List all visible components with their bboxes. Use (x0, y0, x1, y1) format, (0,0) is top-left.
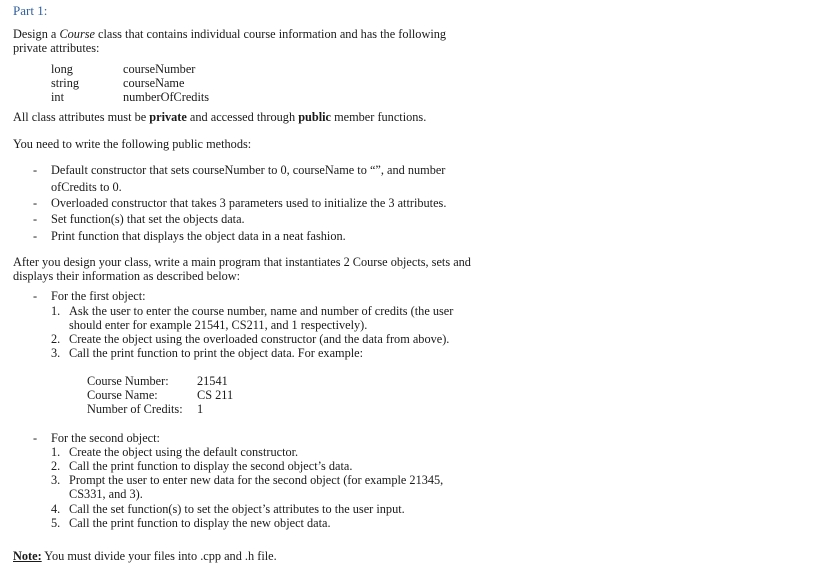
part-title: Part 1: (13, 3, 48, 18)
attr-type: int (51, 90, 64, 104)
step-number: 1. (51, 304, 61, 318)
method-item: Print function that displays the object data in a neat fashion. (51, 229, 346, 243)
step-text: Prompt the user to enter new data for the second object (for example 21345, (69, 473, 444, 487)
bullet-dash: - (33, 431, 38, 445)
access-statement: All class attributes must be private and accessed through public member functions. (13, 110, 427, 124)
note (13, 549, 277, 563)
first-object-label: For the first object: (51, 289, 146, 303)
step-number: 5. (51, 516, 61, 530)
bullet-dash: - (33, 212, 38, 226)
step-number: 3. (51, 346, 61, 360)
step-number: 2. (51, 332, 61, 346)
step-text-cont: CS331, and 3). (69, 487, 143, 501)
step-number: 4. (51, 502, 61, 516)
second-object-label: For the second object: (51, 431, 160, 445)
step-number: 3. (51, 473, 61, 487)
methods-intro: You need to write the following public methods: (13, 137, 252, 151)
bullet-dash: - (33, 229, 38, 243)
intro-line-1: Design a Course class that contains individual course information and has the following (13, 27, 447, 41)
main-intro-line-1: After you design your class, write a main program that instantiates 2 Course objects, sets and (13, 255, 471, 269)
step-text: Call the print function to display the second object’s data. (69, 459, 353, 473)
step-text-cont: should enter for example 21541, CS211, and 1 respectively). (69, 318, 368, 332)
step-number: 2. (51, 459, 61, 473)
note-label: Note: (13, 549, 42, 563)
step-text: Call the print function to display the new object data. (69, 516, 331, 530)
note-text: You must divide your files into .cpp and .h file. (41, 549, 277, 563)
step-text: Create the object using the overloaded constructor (and the data from above). (69, 332, 450, 346)
attr-type: long (51, 62, 73, 76)
example-label: Course Number: (87, 374, 169, 388)
class-name: Course (59, 27, 95, 41)
step-text: Create the object using the default constructor. (69, 445, 299, 459)
step-text: Call the print function to print the object data. For example: (69, 346, 364, 360)
example-value: CS 211 (197, 388, 234, 402)
step-number: 1. (51, 445, 61, 459)
attr-name: courseName (123, 76, 185, 90)
example-label: Number of Credits: (87, 402, 183, 416)
example-value: 21541 (197, 374, 228, 388)
method-item: Default constructor that sets courseNumber to 0, courseName to “”, and number (51, 163, 446, 177)
example-label: Course Name: (87, 388, 158, 402)
method-item: Overloaded constructor that takes 3 parameters used to initialize the 3 attributes. (51, 196, 447, 210)
intro-line-2: private attributes: (13, 41, 100, 55)
method-item-cont: ofCredits to 0. (51, 180, 122, 194)
attr-name: courseNumber (123, 62, 196, 76)
bullet-dash: - (33, 163, 38, 177)
bullet-dash: - (33, 289, 38, 303)
step-text: Call the set function(s) to set the object’s attributes to the user input. (69, 502, 405, 516)
example-value: 1 (197, 402, 204, 416)
step-text: Ask the user to enter the course number, name and number of credits (the user (69, 304, 454, 318)
method-item: Set function(s) that set the objects data. (51, 212, 245, 226)
attr-type: string (51, 76, 80, 90)
main-intro-line-2: displays their information as described below: (13, 269, 241, 283)
bullet-dash: - (33, 196, 38, 210)
attr-name: numberOfCredits (123, 90, 210, 104)
